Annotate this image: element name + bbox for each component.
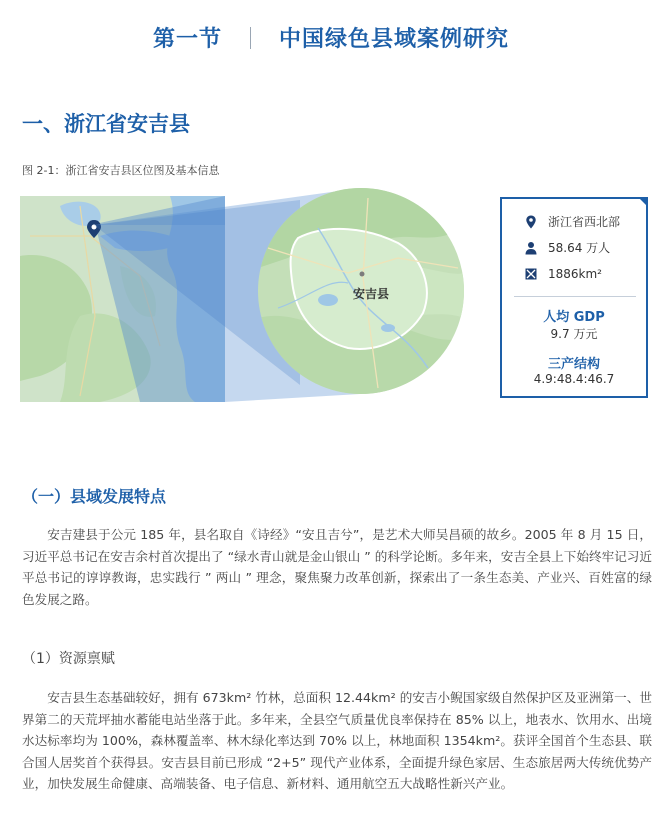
county-info-panel <box>500 197 648 398</box>
development-paragraph-text: 安吉建县于公元 185 年，县名取自《诗经》“安且吉兮”，是艺术大师吴昌硕的故乡。2005 年 8 月 15 日，习近平总书记在安吉余村首次提出了 “绿水青山就是金山银山 ” 的科学论断。多年来，安吉全县上下始终牢记习近平总书记的谆谆教诲，忠实践行 ” 两山 ” 理念，聚焦聚力改革创新，探索出了一条生态美、产业兴、百姓富的绿色发展之路。 <box>22 527 652 607</box>
gdp-label: 人均 GDP <box>543 310 605 325</box>
regional-map <box>20 196 225 402</box>
figure-caption: 图 2-1：浙江省安吉县区位图及基本信息 <box>22 164 220 177</box>
location-text: 浙江省西北部 <box>548 215 621 229</box>
panel-corner-accent <box>638 197 648 207</box>
development-paragraph <box>22 524 652 610</box>
subsection-title-resources: （1）资源禀赋 <box>22 651 115 667</box>
county-zoom-map <box>258 188 464 394</box>
resources-paragraph <box>22 687 652 795</box>
chapter-header <box>0 22 662 62</box>
section-number: 第一节 <box>152 27 222 52</box>
industry-structure-label: 三产结构 <box>547 357 600 372</box>
population-text: 58.64 万人 <box>548 241 611 255</box>
subsection-title-development: （一）县域发展特点 <box>22 487 167 506</box>
panel-divider <box>514 296 636 297</box>
chapter-title: 中国绿色县域案例研究 <box>279 27 510 52</box>
gdp-value: 9.7 万元 <box>550 327 598 341</box>
location-pin-icon <box>524 215 538 229</box>
resources-paragraph-text: 安吉县生态基础较好，拥有 673km² 竹林，总面积 12.44km² 的安吉小鲵国家级自然保护区及亚洲第一、世界第二的天荒坪抽水蓄能电站坐落于此。多年来，全县空气质量优良率保持在 85% 以上，地表水、饮用水、出境水达标率均为 100%，森林覆盖率、林木绿化率达到 70% 以上，林地面积 1354km²。获评全国首个生态县、联合国人居奖首个获得县。安吉县目前已形成 “2+5” 现代产业体系，全面提升绿色家居、生态旅居两大传统优势产业，加快发展生命健康、高端装备、电子信息、新材料、通用航空五大战略性新兴产业。 <box>22 690 652 791</box>
area-icon <box>524 267 538 281</box>
county-name-label: 安吉县 <box>352 287 390 301</box>
section-title: 一、浙江省安吉县 <box>22 112 190 136</box>
industry-structure-value: 4.9:48.4:46.7 <box>533 372 615 386</box>
header-divider <box>250 27 251 49</box>
person-icon <box>524 241 538 255</box>
area-text: 1886km² <box>548 267 602 281</box>
